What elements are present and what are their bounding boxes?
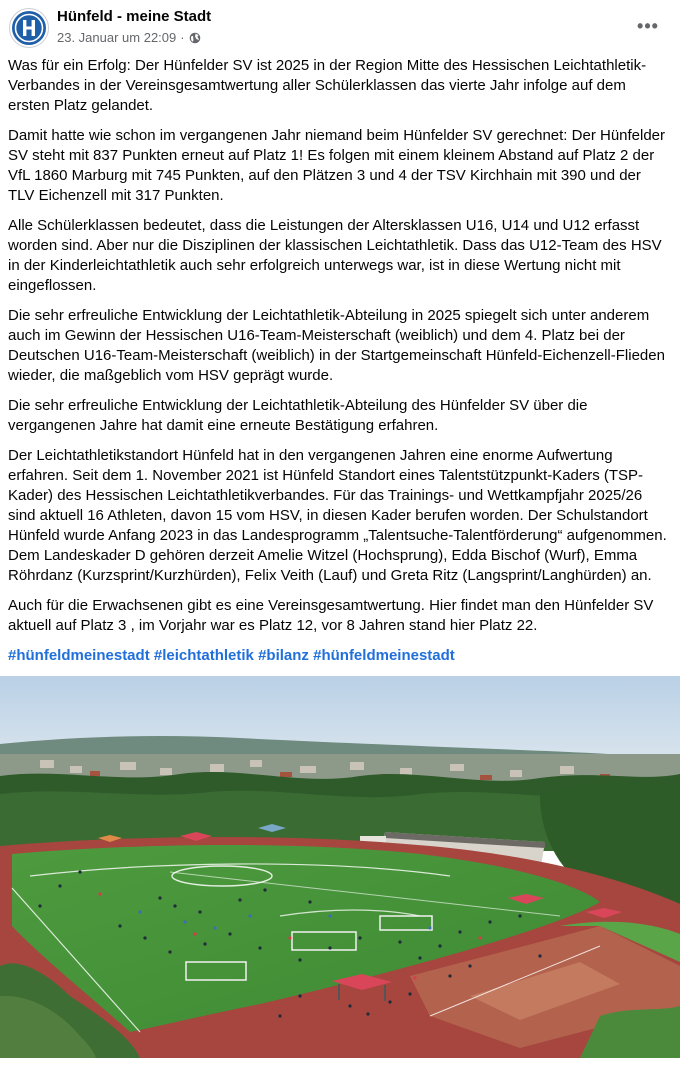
hashtag-list xyxy=(8,646,668,666)
stadium-aerial-photo xyxy=(0,676,680,1058)
page-avatar[interactable] xyxy=(9,8,49,48)
more-options-button[interactable] xyxy=(632,12,664,40)
post-paragraph: Alle Schülerklassen bedeutet, dass die Leistungen der Altersklassen U16, U14 und U12 erfasst worden sind. Aber nur die Disziplinen der klassischen Leichtathletik. Dass das U12-Team des HSV in der Kinderleichtathletik auch sehr erfolgreich unterwegs war, ist in diese Wertung nicht mit eingeflossen. xyxy=(8,217,662,294)
post-paragraph: Die sehr erfreuliche Entwicklung der Leichtathletik-Abteilung in 2025 spiegelt sich unter anderem auch im Gewinn der Hessischen U16-Team-Meisterschaft (weiblich) und dem 4. Platz bei der Deutschen U16-Team-Meisterschaft (weiblich) in der Startgemeinschaft Hünfeld-Eichenzell-Flieden wieder, die maßgeblich vom HSV geprägt wurde. xyxy=(8,307,665,384)
post-timestamp[interactable]: 23. Januar um 22:09 xyxy=(57,30,177,45)
post-paragraph: Was für ein Erfolg: Der Hünfelder SV ist 2025 in der Region Mitte des Hessischen Leichtathletik-Verbandes in der Vereinsgesamtwertung aller Schülerklassen das vierte Jahr infolge auf dem ersten Platz gelandet. xyxy=(8,57,647,114)
post-paragraph: Der Leichtathletikstandort Hünfeld hat in den vergangenen Jahren eine enorme Aufwertung erfahren. Seit dem 1. November 2021 ist Hünfeld Standort eines Talentstützpunkt-Kaders (TSP-Kader) des Hessischen Leichtathletikverbandes. Für das Trainings- und Wettkampfjahr 2025/26 sind aktuell 16 Athleten, davon 15 vom HSV, in diesen Kader berufen worden. Der Schulstandort Hünfeld wurde Anfang 2023 in das Landesprogramm „Talentsuche-Talentförderung“ aufgenommen. Dem Landeskader D gehören derzeit Amelie Witzel (Hochsprung), Edda Bischof (Wurf), Emma Röhrdanz (Kurzsprint/Kurzhürden), Felix Veith (Lauf) und Greta Ritz (Langsprint/Langhürden) an. xyxy=(8,447,667,584)
post-paragraph: Die sehr erfreuliche Entwicklung der Leichtathletik-Abteilung des Hünfelder SV über die vergangenen Jahre hat damit eine erneute Bestätigung erfahren. xyxy=(8,397,588,434)
post-header xyxy=(0,0,680,56)
post-text xyxy=(8,56,668,676)
hashtag-link[interactable]: #bilanz xyxy=(258,647,309,664)
post-photo[interactable] xyxy=(0,676,680,1058)
globe-icon xyxy=(189,32,201,44)
hashtag-link[interactable]: #hünfeldmeinestadt xyxy=(313,647,455,664)
post-meta xyxy=(57,30,201,45)
hashtag-link[interactable]: #hünfeldmeinestadt xyxy=(8,647,150,664)
post-paragraph: Damit hatte wie schon im vergangenen Jahr niemand beim Hünfelder SV gerechnet: Der Hünfelder SV steht mit 837 Punkten erneut auf Platz 1! Es folgen mit einem kleinem Abstand auf Platz 2 der VfL 1860 Marburg mit 745 Punkten, auf den Plätzen 3 und 4 der TSV Kirchhain mit 390 und der TLV Eichenzell mit 317 Punkten. xyxy=(8,127,666,204)
hashtag-link[interactable]: #leichtathletik xyxy=(153,647,254,664)
meta-separator: · xyxy=(180,30,185,45)
post-paragraph: Auch für die Erwachsenen gibt es eine Vereinsgesamtwertung. Hier findet man den Hünfelder SV aktuell auf Platz 3 , im Vorjahr war es Platz 12, vor 8 Jahren stand hier Platz 22. xyxy=(8,597,654,634)
more-options-icon: ••• xyxy=(637,16,659,36)
hunfeld-logo-icon xyxy=(10,9,48,47)
page-name[interactable]: Hünfeld - meine Stadt xyxy=(57,8,212,25)
